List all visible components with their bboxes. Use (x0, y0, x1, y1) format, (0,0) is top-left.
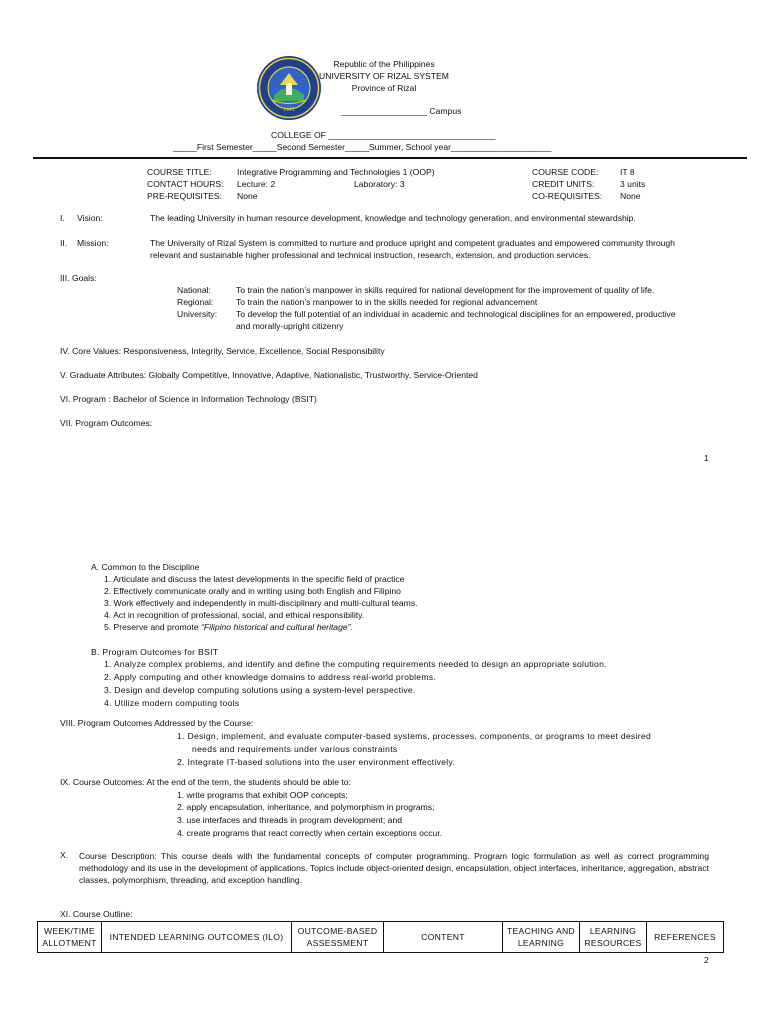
col-content: CONTENT (384, 922, 503, 953)
course-outcomes-heading: IX. Course Outcomes: At the end of the term, the students should be able to: (60, 777, 351, 787)
credit-units-value: 3 units (620, 179, 646, 189)
col-week: WEEK/TIME ALLOTMENT (38, 922, 102, 953)
list-item: 4. Act in recognition of professional, social, and ethical responsibility. (104, 610, 365, 620)
list-item: 2. Apply computing and other knowledge domains to address real-world problems. (104, 672, 436, 682)
addressed-heading: VIII. Program Outcomes Addressed by the Course: (60, 718, 254, 728)
list-item: 1. write programs that exhibit OOP concepts; (177, 790, 348, 800)
list-item: 2. apply encapsulation, inheritance, and polymorphism in programs; (177, 802, 435, 812)
program-name: VI. Program : Bachelor of Science in Information Technology (BSIT) (60, 394, 317, 404)
course-title-label: COURSE TITLE: (147, 167, 212, 177)
outline-heading: XI. Course Outline: (60, 909, 133, 919)
prereq-label: PRE-REQUISITES: (147, 191, 222, 201)
goals-heading: III. Goals: (60, 273, 97, 283)
contact-hours-lecture: Lecture: 2 (237, 179, 276, 189)
vision-label: Vision: (77, 213, 103, 223)
campus-line: __________________ Campus (341, 106, 462, 116)
goal-regional-text: To train the nation’s manpower to in the skills needed for regional advancement (236, 297, 538, 307)
list-item: 1. Design, implement, and evaluate computer-based systems, processes, components, or programs to meet desired (177, 731, 652, 741)
course-outline-table (37, 921, 724, 953)
list-item: 3. use interfaces and threads in program development; and (177, 815, 403, 825)
list-item: 2. Effectively communicate orally and in writing using both English and Filipino (104, 586, 401, 596)
prereq-value: None (237, 191, 258, 201)
course-title-value: Integrative Programming and Technologies 1 (OOP) (237, 167, 435, 177)
col-assessment: OUTCOME-BASED ASSESSMENT (292, 922, 384, 953)
semester-line: _____First Semester_____Second Semester_____Summer, School year_____________________ (173, 142, 552, 152)
goal-university-line1: To develop the full potential of an individual in academic and technological disciplines for an empowered, productive (236, 309, 676, 319)
program-outcomes-heading: VII. Program Outcomes: (60, 418, 153, 428)
course-code-value: IT 8 (620, 167, 635, 177)
contact-hours-label: CONTACT HOURS: (147, 179, 224, 189)
list-item: 1. Analyze complex problems, and identify and define the computing requirements needed to design an appropriate solution. (104, 659, 607, 669)
coreq-label: CO-REQUISITES: (532, 191, 603, 201)
contact-hours-lab: Laboratory: 3 (354, 179, 405, 189)
republic-line: Republic of the Philippines (333, 59, 435, 69)
col-references: REFERENCES (647, 922, 724, 953)
goal-national-label: National: (177, 285, 211, 295)
page-number-1: 1 (704, 453, 709, 463)
col-ilo: INTENDED LEARNING OUTCOMES (ILO) (102, 922, 292, 953)
university-name: UNIVERSITY OF RIZAL SYSTEM (319, 71, 449, 81)
list-item (104, 622, 353, 632)
graduate-attributes: V. Graduate Attributes: Globally Competitive, Innovative, Adaptive, Nationalistic, Trustworthy, Service-Oriented (60, 370, 478, 380)
goal-regional-label: Regional: (177, 297, 214, 307)
goal-university-label: University: (177, 309, 218, 319)
col-resources: LEARNING RESOURCES (580, 922, 647, 953)
list-item: 4. Utilize modern computing tools (104, 698, 240, 708)
goal-national-text: To train the nation’s manpower in skills required for national development for the improvement of quality of life. (236, 285, 655, 295)
col-teaching: TEACHING AND LEARNING (503, 922, 580, 953)
item5-suffix: . (350, 622, 353, 632)
college-line: COLLEGE OF ___________________________________ (271, 130, 496, 140)
list-item-continuation: needs and requirements under various constraints (192, 744, 398, 754)
course-code-label: COURSE CODE: (532, 167, 599, 177)
list-item: 1. Articulate and discuss the latest developments in the specific field of practice (104, 574, 405, 584)
core-values: IV. Core Values: Responsiveness, Integrity, Service, Excellence, Social Responsibility (60, 346, 385, 356)
course-description: Course Description: This course deals with the fundamental concepts of computer programming. Program logic formulation as well as correct programming methodology and its use in the development of applications. Topics include object-oriented design, encapsulation, object interfaces, inheritance, aggregation, abstract classes, polymorphism, threading, and exception handling. (79, 851, 709, 886)
common-heading: A. Common to the Discipline (91, 562, 200, 572)
item5-italic: “Filipino historical and cultural heritage” (200, 622, 351, 632)
coreq-value: None (620, 191, 641, 201)
list-item: 3. Design and develop computing solutions using a system-level perspective. (104, 685, 416, 695)
mission-text-line1: The University of Rizal System is committed to nurture and produce upright and competent graduates and empowered community through (150, 238, 675, 248)
header-divider (33, 157, 747, 159)
mission-text-line2: relevant and sustainable higher professional and technical instruction, research, extension, and production services. (150, 250, 591, 260)
list-item: 4. create programs that react correctly when certain exceptions occur. (177, 828, 443, 838)
seal-year: 1991 (283, 108, 295, 113)
goal-university-line2: and morally-upright citizenry (236, 321, 344, 331)
page-number-2: 2 (704, 955, 709, 965)
credit-units-label: CREDIT UNITS: (532, 179, 595, 189)
item5-prefix: 5. Preserve and promote (104, 622, 201, 632)
mission-label: Mission: (77, 238, 109, 248)
province-line: Province of Rizal (351, 83, 417, 93)
list-item: 3. Work effectively and independently in multi-disciplinary and multi-cultural teams. (104, 598, 418, 608)
vision-text: The leading University in human resource development, knowledge and technology generation, and environmental stewardship. (150, 213, 636, 223)
description-number: X. (60, 850, 69, 860)
mission-number: II. (60, 238, 68, 248)
list-item: 2. Integrate IT-based solutions into the user environment effectively. (177, 757, 456, 767)
vision-number: I. (60, 213, 65, 223)
table-header-row (38, 922, 724, 953)
bsit-heading: B. Program Outcomes for BSIT (91, 647, 219, 657)
